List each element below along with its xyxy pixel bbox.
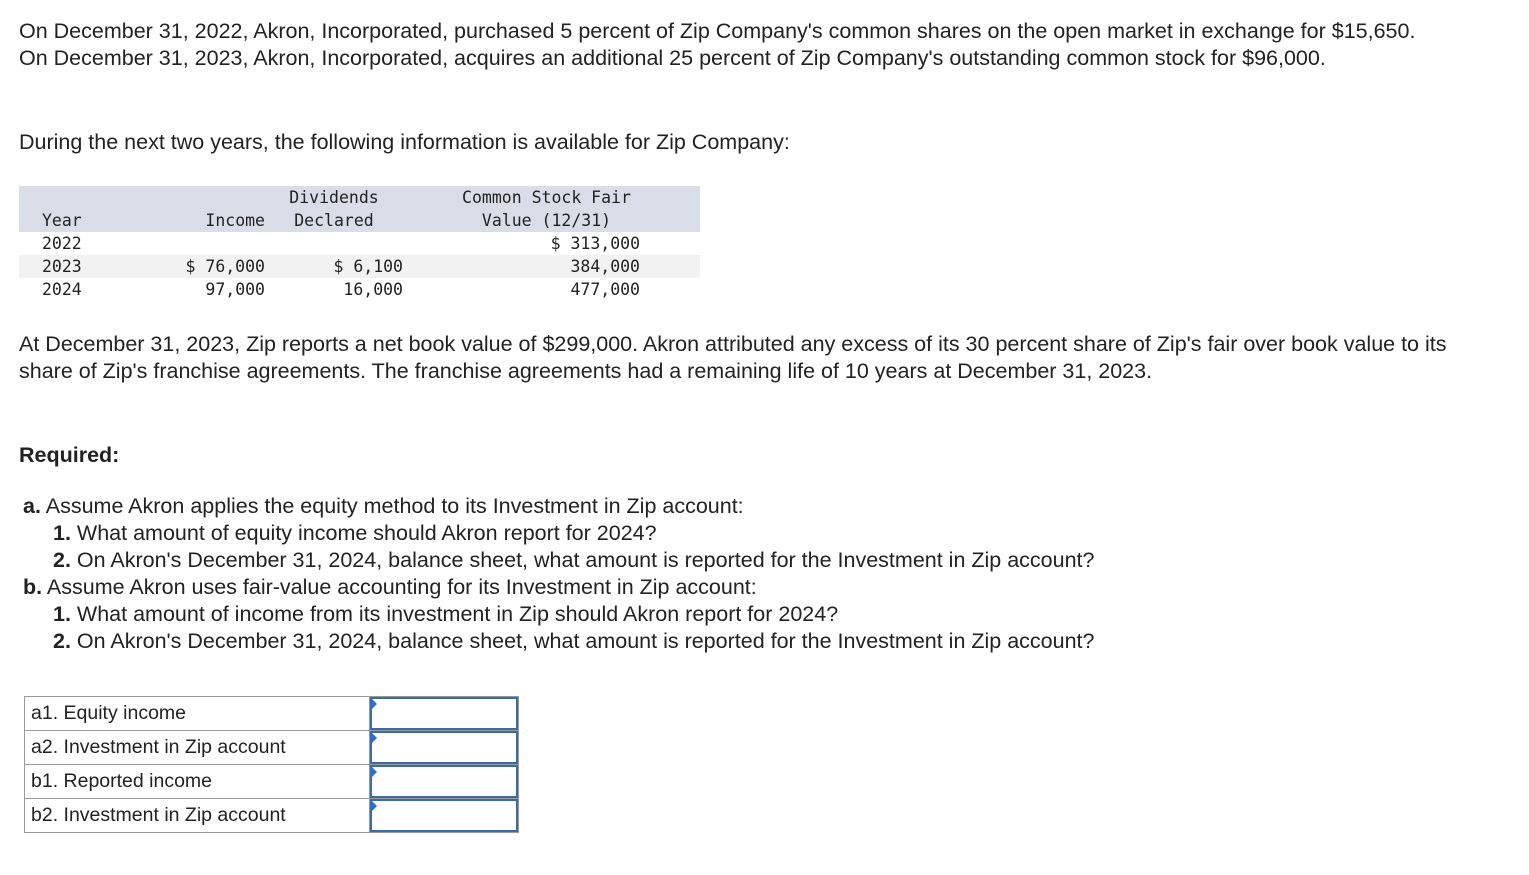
required-item-b2 <box>23 628 1423 655</box>
required-text: On Akron's December 31, 2024, balance sheet, what amount is reported for the Investment in Zip account? <box>76 629 1095 653</box>
cell-year: 2024 <box>42 280 82 299</box>
cell-dividends: 16,000 <box>343 280 403 299</box>
required-item-b1 <box>23 601 1423 628</box>
cell-fair-value: 477,000 <box>570 280 640 299</box>
header-dividends <box>265 186 403 232</box>
answer-row-a1 <box>25 697 519 731</box>
input-marker-icon <box>371 732 377 744</box>
zip-company-data-table <box>19 186 700 301</box>
equity-income-input[interactable] <box>370 697 518 730</box>
header-dividends-line2: Declared <box>294 211 374 230</box>
cell-dividends <box>265 232 403 255</box>
table-row <box>19 278 700 301</box>
cell-year: 2023 <box>42 257 82 276</box>
cell-dividends: $ 6,100 <box>333 257 403 276</box>
required-text: What amount of income from its investment in Zip should Akron report for 2024? <box>76 602 839 626</box>
problem-intro: On December 31, 2022, Akron, Incorporated, purchased 5 percent of Zip Company's common shares on the open market in exchange for $15,650. On December 31, 2023, Akron, Incorporated, acquires an additional 25 percent of Zip Company's outstanding common stock for $96,000. <box>19 19 1416 70</box>
required-item-a <box>23 493 1423 520</box>
cell-fair-value: $ 313,000 <box>550 234 640 253</box>
cell-year: 2022 <box>42 234 82 253</box>
required-item-a2 <box>23 547 1423 574</box>
header-dividends-line1: Dividends <box>289 188 379 207</box>
cell-fair-value: 384,000 <box>570 257 640 276</box>
required-text: What amount of equity income should Akron report for 2024? <box>76 521 657 545</box>
answer-label: a2. Investment in Zip account <box>25 731 370 765</box>
answer-row-a2 <box>25 731 519 765</box>
required-marker: 1. <box>53 521 71 545</box>
header-income: Income <box>205 211 265 230</box>
header-fair-value <box>403 186 700 232</box>
cell-income <box>167 232 265 255</box>
investment-equity-input[interactable] <box>370 731 518 764</box>
answer-cell <box>370 731 519 765</box>
required-marker: a. <box>23 494 41 518</box>
answer-cell <box>370 697 519 731</box>
header-year: Year <box>42 211 82 230</box>
required-marker: 2. <box>53 629 71 653</box>
table-header-row <box>19 186 700 232</box>
required-text: Assume Akron applies the equity method to its Investment in Zip account: <box>45 494 744 518</box>
input-marker-icon <box>371 766 377 778</box>
reported-income-input[interactable] <box>370 765 518 798</box>
answer-label: a1. Equity income <box>25 697 370 731</box>
required-text: Assume Akron uses fair-value accounting for its Investment in Zip account: <box>46 575 757 599</box>
answer-cell <box>370 799 519 833</box>
table-row <box>19 255 700 278</box>
answer-cell <box>370 765 519 799</box>
input-marker-icon <box>371 698 377 710</box>
required-list <box>23 493 1423 655</box>
investment-fair-value-input[interactable] <box>370 799 518 832</box>
header-fair-line2: Value (12/31) <box>481 211 612 230</box>
required-text: On Akron's December 31, 2024, balance sheet, what amount is reported for the Investment in Zip account? <box>76 548 1095 572</box>
input-marker-icon <box>371 800 377 812</box>
cell-income: $ 76,000 <box>185 257 265 276</box>
required-marker: 2. <box>53 548 71 572</box>
required-marker: b. <box>23 575 43 599</box>
answer-row-b1 <box>25 765 519 799</box>
required-marker: 1. <box>53 602 71 626</box>
required-heading: Required: <box>19 443 120 467</box>
answer-row-b2 <box>25 799 519 833</box>
header-fair-line1: Common Stock Fair <box>462 188 631 207</box>
book-value-paragraph: At December 31, 2023, Zip reports a net book value of $299,000. Akron attributed any excess of its 30 percent share of Zip's fair over book value to its share of Zip's franchise agreements. The franchise agreements had a remaining life of 10 years at December 31, 2023. <box>19 332 1447 383</box>
cell-income: 97,000 <box>205 280 265 299</box>
table-row <box>19 232 700 255</box>
answer-label: b2. Investment in Zip account <box>25 799 370 833</box>
required-item-b <box>23 574 1423 601</box>
answer-table <box>24 696 519 833</box>
answer-label: b1. Reported income <box>25 765 370 799</box>
table-intro: During the next two years, the following information is available for Zip Company: <box>19 130 790 154</box>
required-item-a1 <box>23 520 1423 547</box>
